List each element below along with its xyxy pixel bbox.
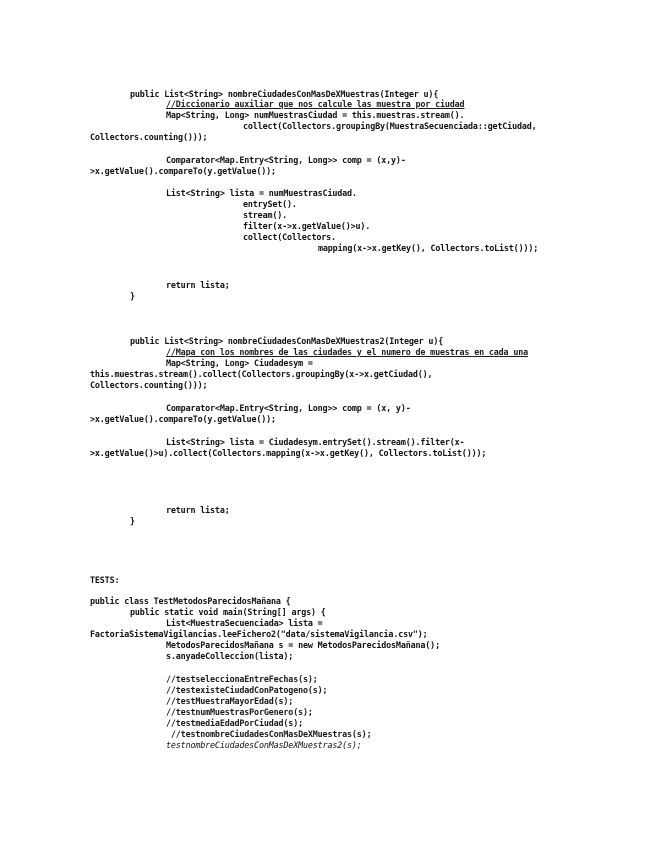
method2-comment-text: //Mapa con los nombres de las ciudades y el numero de muestras en cada una (166, 347, 529, 357)
tests-call: //testseleccionaEntreFechas(s); (166, 674, 318, 684)
method1-list-decl: List<String> lista = numMuestrasCiudad. (166, 188, 357, 198)
method2-map-decl: Map<String, Long> Ciudadesym = (166, 358, 313, 368)
method1-map-decl: Map<String, Long> numMuestrasCiudad = this.muestras.stream(). (166, 110, 465, 120)
method2-counting-line: Collectors.counting())); (90, 380, 208, 390)
tests-list-decl: List<MuestraSecuenciada> lista = (166, 618, 323, 628)
method2-list-b: >x.getValue()>u).collect(Collectors.mapping(x->x.getKey(), Collectors.toList())); (90, 448, 487, 458)
method1-stream: stream(). (243, 210, 288, 220)
method1-collect-line: collect(Collectors.groupingBy(MuestraSecuenciada::getCiudad, (243, 121, 537, 131)
method1-filter: filter(x->x.getValue()>u). (243, 221, 371, 231)
method1-mapping: mapping(x->x.getKey(), Collectors.toList())); (318, 243, 539, 253)
method2-comparator-a: Comparator<Map.Entry<String, Long>> comp = (x, y)- (166, 403, 411, 413)
method2-stream-line: this.muestras.stream().collect(Collectors.groupingBy(x->x.getCiudad(), (90, 369, 433, 379)
tests-call: //testnombreCiudadesConMasDeXMuestras(s); (166, 729, 372, 739)
tests-factoria: FactoriaSistemaVigilancias.leeFichero2("data/sistemaVigilancia.csv"); (90, 629, 428, 639)
method2-return: return lista; (166, 505, 230, 515)
tests-heading: TESTS: (90, 575, 120, 585)
method1-comparator-a: Comparator<Map.Entry<String, Long>> comp = (x,y)- (166, 155, 406, 165)
method2-comparator-b: >x.getValue().compareTo(y.getValue()); (90, 414, 276, 424)
method1-comment (166, 99, 464, 110)
method1-comparator-b: >x.getValue().compareTo(y.getValue()); (90, 166, 276, 176)
method1-comment-text: //Diccionario auxiliar que nos calcule las muestra por ciudad (166, 99, 465, 109)
tests-class-decl: public class TestMetodosParecidosMañana { (90, 596, 291, 606)
tests-anyade: s.anyadeColleccion(lista); (166, 651, 294, 661)
method1-counting-line: Collectors.counting())); (90, 132, 208, 142)
tests-call-active: testnombreCiudadesConMasDeXMuestras2(s); (166, 740, 362, 750)
method1-entryset: entrySet(). (243, 199, 297, 209)
method2-signature: public List<String> nombreCiudadesConMasDeXMuestras2(Integer u){ (130, 336, 444, 346)
tests-call: //testnumMuestrasPorGenero(s); (166, 707, 313, 717)
method1-signature: public List<String> nombreCiudadesConMasDeXMuestras(Integer u){ (130, 89, 439, 99)
method1-collectors: collect(Collectors. (243, 232, 336, 242)
tests-call: //testMuestraMayorEdad(s); (166, 696, 294, 706)
tests-call: //testmediaEdadPorCiudad(s); (166, 718, 303, 728)
tests-call: //testexisteCiudadConPatogeno(s); (166, 685, 328, 695)
tests-main-decl: public static void main(String[] args) { (130, 607, 326, 617)
method2-comment (166, 347, 528, 358)
method2-close-brace: } (130, 516, 135, 526)
method1-close-brace: } (130, 291, 135, 301)
method1-return: return lista; (166, 280, 230, 290)
method2-list-a: List<String> lista = Ciudadesym.entrySet().stream().filter(x- (166, 437, 465, 447)
tests-metodos: MetodosParecidosMañana s = new MetodosParecidosMañana(); (166, 640, 440, 650)
